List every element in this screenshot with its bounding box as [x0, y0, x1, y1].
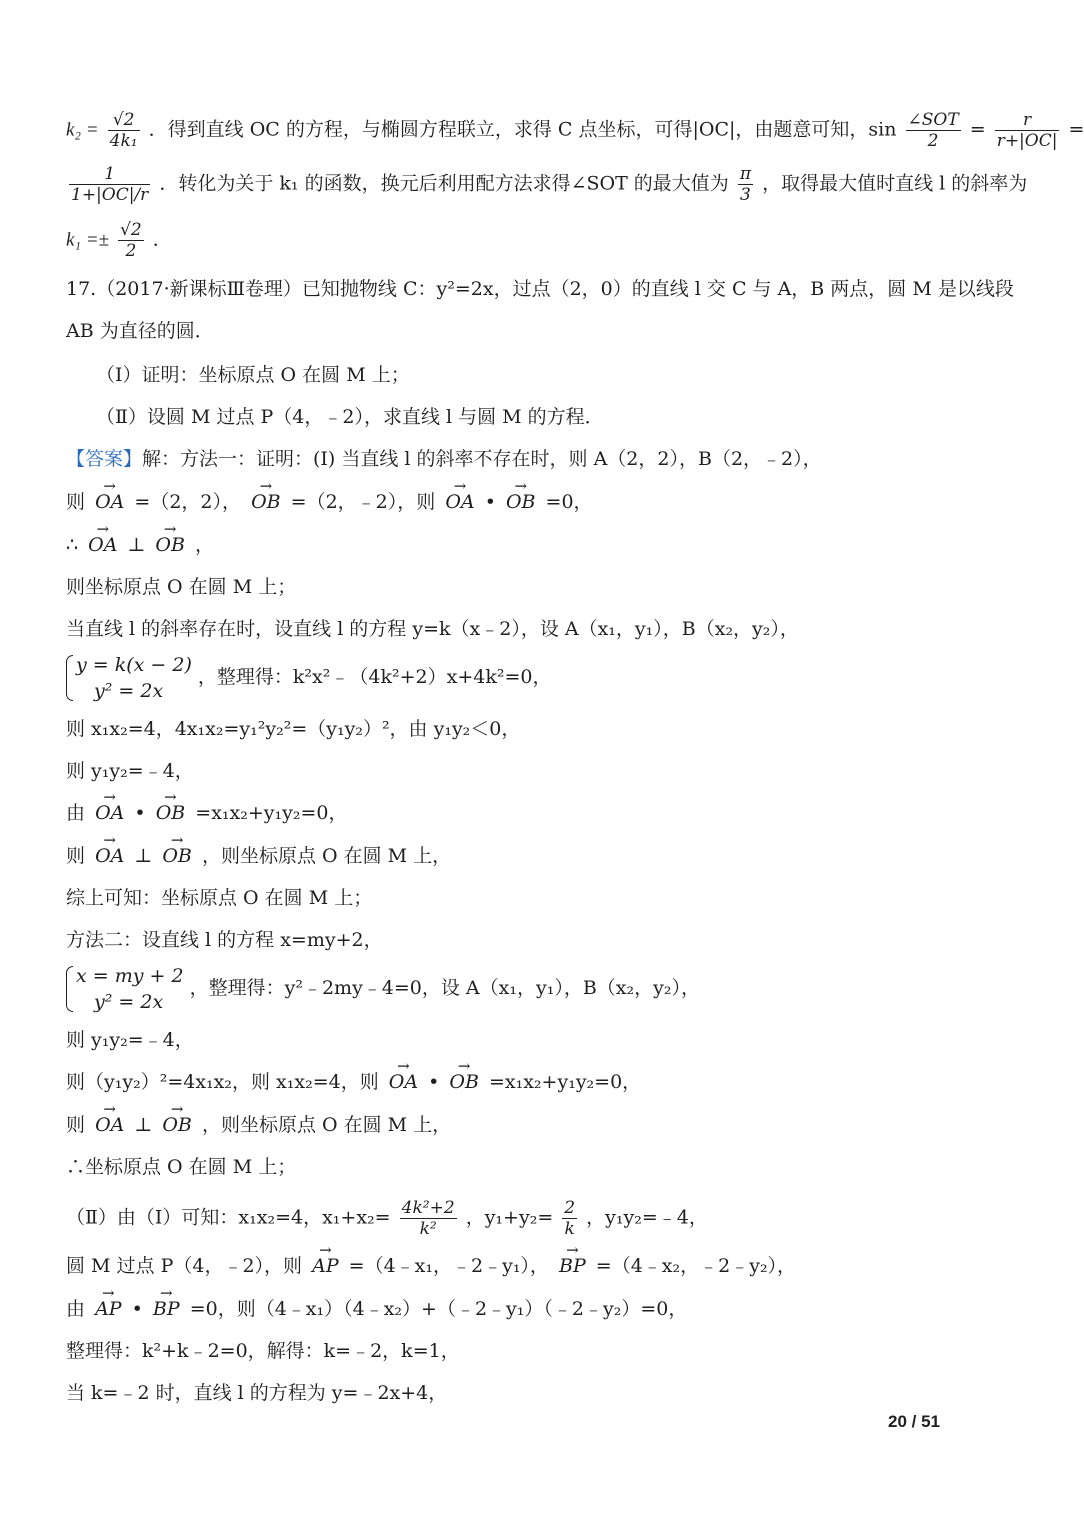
vector: → OA — [389, 1069, 418, 1095]
vector: → OA — [88, 532, 117, 558]
vector: → AP — [312, 1253, 339, 1279]
fraction: $\frac{√2}{2}$ — [120, 220, 142, 261]
vector: → OA — [95, 843, 124, 869]
text-line: y = k(x − 2) y² = 2x ，整理得：k²x²﹣（4k²+2）x+4k²=0， — [66, 652, 1024, 704]
problem-part-2: （Ⅱ）设圆 M 过点 P（4，﹣2），求直线 l 与圆 M 的方程． — [96, 406, 604, 428]
problem-part-1: （Ⅰ）证明：坐标原点 O 在圆 M 上； — [96, 364, 410, 386]
vector: → OB — [162, 843, 192, 869]
answer-tag: 【答案】 — [66, 448, 143, 470]
vector: → OB — [449, 1069, 479, 1095]
equation-system: x = my + 2 y² = 2x — [66, 963, 184, 1015]
vector: → OB — [155, 532, 185, 558]
text-line: 圆 M 过点 P（4，﹣2），则 → AP =（4﹣x₁，﹣2﹣y₁）， → BP =（4﹣x₂，﹣2﹣y₂）， — [66, 1253, 1024, 1279]
fraction: $\frac{\text{4k²+2}}{\text{k²}}$ — [401, 1198, 455, 1239]
text-line: 则 → OA ⊥ → OB ，则坐标原点 O 在圆 M 上， — [66, 1112, 1024, 1138]
text-line: 则 x₁x₂=4，4x₁x₂=y₁²y₂²=（y₁y₂）²，由 y₁y₂＜0， — [66, 718, 521, 740]
problem-statement: AB 为直径的圆． — [66, 320, 214, 342]
fraction: $\frac{1}{1+|OC|/r}$ — [71, 164, 149, 205]
vector: → OB — [506, 489, 536, 515]
text-line: ∴坐标原点 O 在圆 M 上； — [66, 1156, 297, 1178]
text-line: 当直线 l 的斜率存在时，设直线 l 的方程 y=k（x﹣2），设 A（x₁，y₁），B（x₂，y₂）， — [66, 618, 799, 640]
fraction: $\frac{2}{k}$ — [564, 1198, 576, 1239]
text-line: 当 k=﹣2 时，直线 l 的方程为 y=﹣2x+4， — [66, 1382, 448, 1404]
text-line: 则（y₁y₂）²=4x₁x₂，则 x₁x₂=4，则 → OA • → OB =x₁x₂+y₁y₂=0， — [66, 1069, 1024, 1095]
text-line: 则坐标原点 O 在圆 M 上； — [66, 576, 297, 598]
vector: → BP — [153, 1296, 180, 1322]
text-line: 则 → OA =（2，2）， → OB =（2，﹣2），则 → OA • → OB =0， — [66, 489, 1024, 515]
text-line: 则 y₁y₂=﹣4， — [66, 760, 194, 782]
text-line: 整理得：k²+k﹣2=0，解得：k=﹣2，k=1， — [66, 1340, 460, 1362]
vector: → OB — [162, 1112, 192, 1138]
text-line: 方法二：设直线 l 的方程 x=my+2， — [66, 929, 383, 951]
vector: → OB — [156, 800, 186, 826]
text-line: 【答案】解：方法一：证明：(Ⅰ) 当直线 l 的斜率不存在时，则 A（2，2），B（2，﹣2）， — [66, 448, 822, 470]
vector: → BP — [559, 1253, 586, 1279]
vector: → OA — [95, 489, 124, 515]
vector: → OA — [95, 800, 124, 826]
problem-statement: 17.（2017·新课标Ⅲ卷理）已知抛物线 C：y²=2x，过点（2，0）的直线 l 交 C 与 A，B 两点，圆 M 是以线段 — [66, 278, 1014, 300]
fraction: $\frac{\text{∠SOT}}{2}$ — [907, 110, 959, 151]
fraction: $\frac{r}{r+|OC|}$ — [996, 110, 1058, 151]
text-line: 由 → OA • → OB =x₁x₂+y₁y₂=0， — [66, 800, 1024, 826]
vector: → AP — [95, 1296, 122, 1322]
vector: → OB — [251, 489, 281, 515]
text-line: k₂ = $\frac{√2}{\text{4k₁}}$ ．得到直线 OC 的方程，与椭圆方程联立，求得 C 点坐标，可得|OC|，由题意可知，sin $\frac{\text{∠SOT}}{2}$ = $\frac{r}{r+|OC|}$ = — [66, 110, 1084, 151]
fraction: $\frac{√2}{\text{4k₁}}$ — [109, 110, 138, 151]
text-line: 由 → AP • → BP =0，则（4﹣x₁）（4﹣x₂）+（﹣2﹣y₁）（﹣2﹣y₂）=0， — [66, 1296, 1024, 1322]
text-line: 综上可知：坐标原点 O 在圆 M 上； — [66, 887, 373, 909]
text-line: x = my + 2 y² = 2x ，整理得：y²﹣2my﹣4=0，设 A（x₁，y₁），B（x₂，y₂）， — [66, 963, 1024, 1015]
text-line: （Ⅱ）由（Ⅰ）可知：x₁x₂=4，x₁+x₂= $\frac{\text{4k²+2}}{\text{k²}}$ ，y₁+y₂= $\frac{2}{k}$ ，y₁y₂=﹣4， — [66, 1198, 708, 1239]
vector: → OA — [445, 489, 474, 515]
page-number: 20 / 51 — [888, 1412, 940, 1431]
equation-system: y = k(x − 2) y² = 2x — [66, 652, 192, 704]
text-line: $\frac{1}{1+|OC|/r}$ ．转化为关于 k₁ 的函数，换元后利用配方法求得∠SOT 的最大值为 $\frac{\pi}{3}$ ，取得最大值时直线 l 的斜率为 — [71, 164, 1028, 205]
vector: → OA — [95, 1112, 124, 1138]
text-line: 则 → OA ⊥ → OB ，则坐标原点 O 在圆 M 上， — [66, 843, 1024, 869]
text-line: k₁ =± $\frac{√2}{2}$ ． — [66, 220, 172, 261]
fraction: $\frac{\pi}{3}$ — [739, 164, 752, 205]
text-line: ∴ → OA ⊥ → OB ， — [66, 532, 1024, 558]
text-line: 则 y₁y₂=﹣4， — [66, 1029, 194, 1051]
